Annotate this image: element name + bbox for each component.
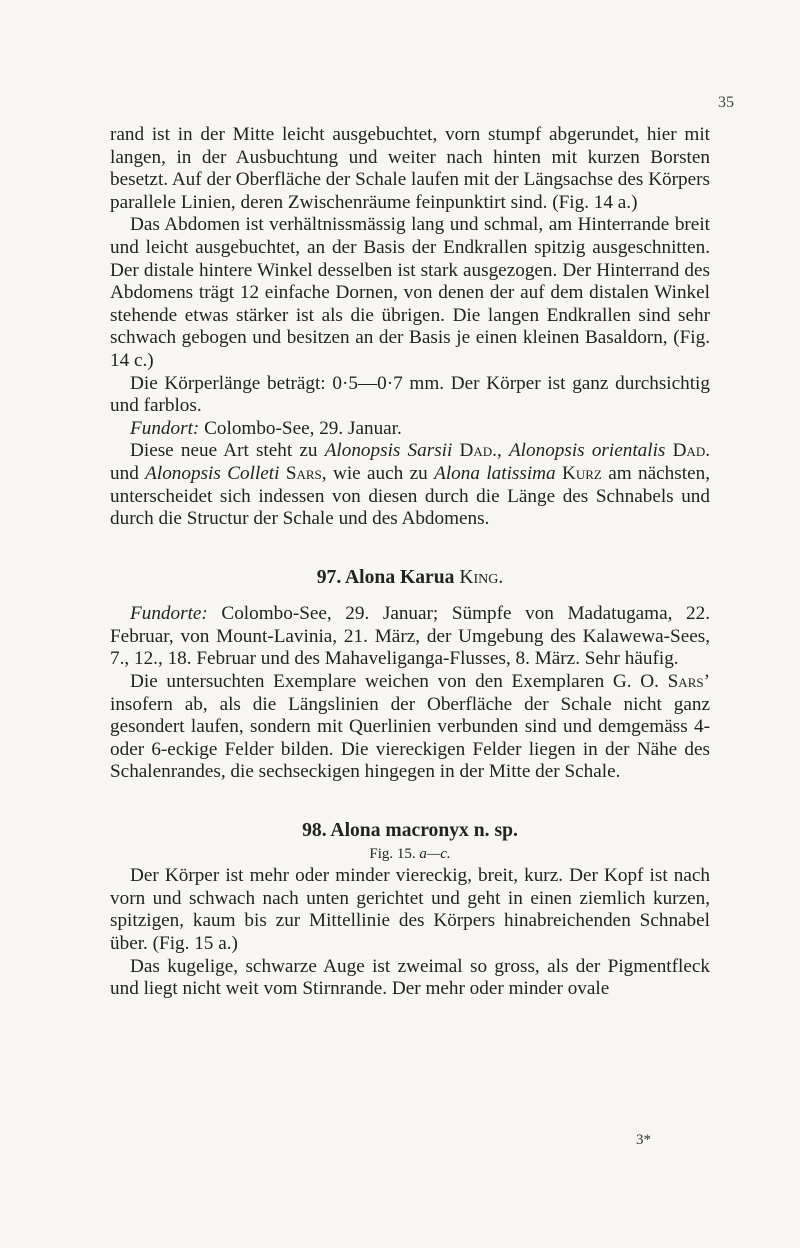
text-run: am nächsten, unterscheidet sich indessen von diesen durch die Länge des Schnabels und durch die Structur der Schale und des Abdomens.	[110, 462, 710, 530]
author-name: Dad.	[459, 440, 497, 462]
author-name: Dad.	[672, 440, 711, 462]
text-run: Diese neue Art steht zu	[130, 440, 325, 462]
locality-label: Fundort:	[130, 417, 200, 439]
heading-title: 97. Alona Karua	[316, 566, 460, 588]
page-number: 35	[718, 94, 734, 111]
text-run: und	[110, 462, 146, 484]
section-heading-98: 98. Alona macronyx n. sp.	[302, 820, 518, 842]
paragraph-specimens	[110, 671, 710, 784]
heading-author: King.	[459, 566, 504, 588]
spacer	[110, 531, 710, 567]
locality-text: Colombo-See, 29. Januar.	[199, 417, 402, 439]
text-run: ’ insofern ab, als die Längslinien der Oberfläche der Schale nicht ganz gesondert laufen, sondern mit Querlinien verbunden sind und demgemäss 4- oder 6-eckige Felder bilden. Die viereckigen Felder liegen in der Nähe des Schalenrandes, die sechseckigen hingegen in der Mitte der Schale.	[110, 671, 710, 783]
paragraph-body-shape: Der Körper ist mehr oder minder viereckig, breit, kurz. Der Kopf ist nach vorn und schwach nach unten gerichtet und geht in einen ziemlich kurzen, spitzigen, kaum bis zur Mittellinie des Körpers hinabreichenden Schnabel über. (Fig. 15 a.)	[110, 865, 710, 954]
section-heading-97	[110, 567, 710, 590]
author-name: Sars	[285, 462, 322, 484]
paragraph-body-length: Die Körperlänge beträgt: 0·5—0·7 mm. Der Körper ist ganz durchsichtig und farblos.	[110, 372, 710, 417]
text-run	[452, 440, 459, 461]
signature-mark: 3*	[636, 1132, 651, 1148]
paragraph-locality	[110, 418, 710, 441]
taxon-name: Alonopsis Colleti	[145, 462, 280, 484]
figure-parts: a—c.	[419, 845, 451, 862]
text-run	[665, 440, 672, 461]
localities-label: Fundorte:	[130, 603, 208, 625]
paragraph-abdomen: Das Abdomen ist verhältnissmässig lang und schmal, am Hinterrande breit und leicht ausgebuchtet, an der Basis der Endkrallen spitzig ausgeschnitten. Der distale hintere Winkel desselben ist stark ausgezogen. Der Hinterrand des Abdomens trägt 12 einfache Dornen, von denen der auf dem distalen Winkel stehende etwas stärker ist als die übrigen. Die langen Endkrallen sind sehr schwach gebogen und besitzen an der Basis je einen kleinen Basaldorn, (Fig. 14 c.)	[110, 214, 710, 371]
figure-label: Fig. 15.	[369, 845, 420, 862]
localities-text: Colombo-See, 29. Januar; Sümpfe von Madatugama, 22. Februar, von Mount-Lavinia, 21. März, der Umgebung des Kalawewa-Sees, 7., 12., 18. Februar und des Mahaveliganga-Flusses, 8. März. Sehr häufig.	[110, 603, 710, 670]
taxon-name: Alonopsis orientalis	[508, 440, 666, 462]
body-text	[110, 124, 710, 1001]
text-run: , wie auch zu	[321, 462, 435, 484]
taxon-name: Alonopsis Sarsii	[324, 440, 453, 462]
taxon-name: Alona latissima	[434, 462, 556, 484]
paragraph-localities	[110, 603, 710, 671]
text-run: ,	[496, 440, 509, 462]
figure-reference	[110, 843, 710, 866]
spacer	[110, 589, 710, 603]
text-run: Die untersuchten Exemplare weichen von den Exemplaren G. O.	[130, 671, 668, 693]
author-name: Sars	[667, 671, 704, 693]
author-name: Kurz	[562, 462, 602, 484]
paragraph-shell-margin: rand ist in der Mitte leicht ausgebuchtet, vorn stumpf abgerundet, hier mit langen, in der Ausbuchtung und weiter nach hinten mit kurzen Borsten besetzt. Auf der Oberfläche der Schale laufen mit der Längsachse des Körpers parallele Linien, deren Zwischenräume feinpunktirt sind. (Fig. 14 a.)	[110, 124, 710, 213]
paragraph-comparison	[110, 440, 710, 530]
paragraph-eye: Das kugelige, schwarze Auge ist zweimal so gross, als der Pigmentfleck und liegt nicht weit vom Stirnrande. Der mehr oder minder ovale	[110, 955, 710, 1000]
spacer	[110, 784, 710, 820]
